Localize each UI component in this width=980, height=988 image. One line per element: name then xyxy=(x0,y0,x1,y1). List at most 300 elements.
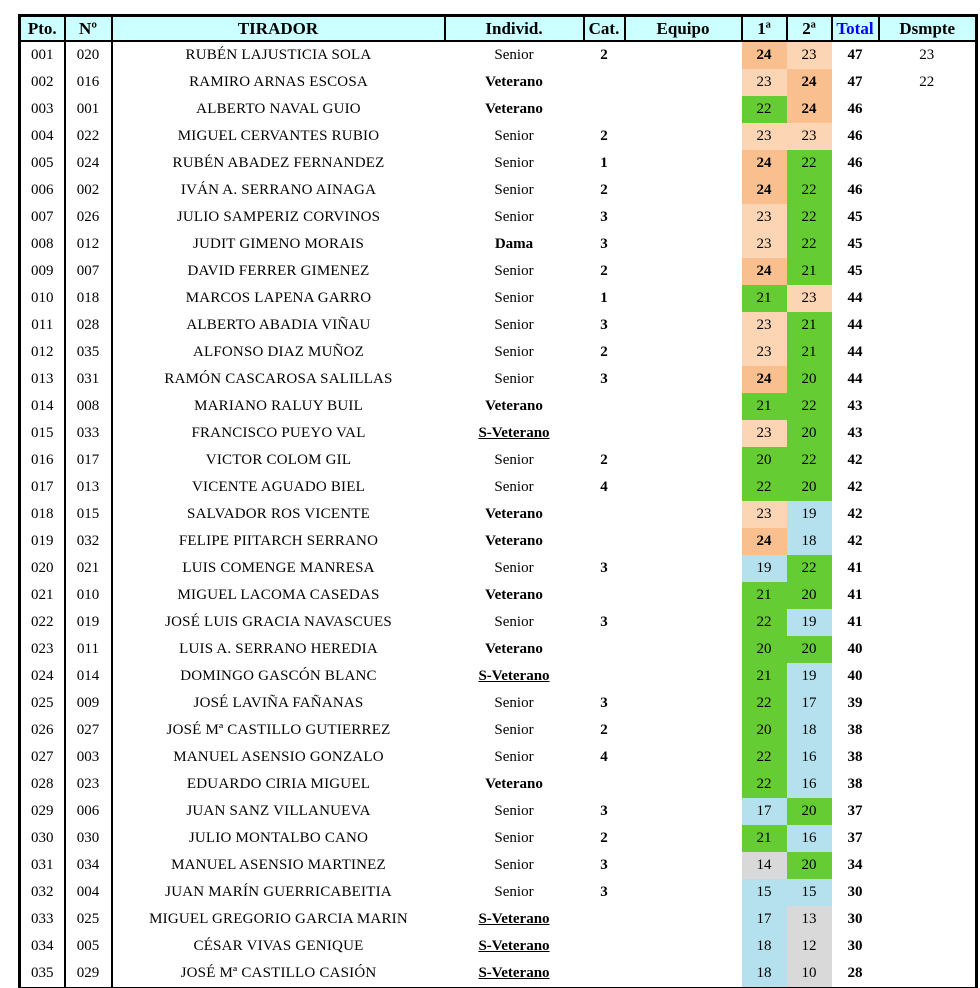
cell-position: 030 xyxy=(20,825,65,852)
cell-position: 016 xyxy=(20,447,65,474)
cell-round2-score: 24 xyxy=(787,69,832,96)
cell-round1-score: 21 xyxy=(742,825,787,852)
cell-category-number: 2 xyxy=(600,263,608,279)
cell-individual-category: Senior xyxy=(494,128,534,144)
cell-total-score: 41 xyxy=(847,587,863,603)
cell-round2-score: 20 xyxy=(787,366,832,393)
col-header-team: Equipo xyxy=(625,16,742,42)
cell-team xyxy=(625,771,742,798)
cell-tiebreak xyxy=(879,825,977,852)
cell-position: 018 xyxy=(20,501,65,528)
cell-tiebreak: 23 xyxy=(919,47,935,63)
cell-individual-category: Senior xyxy=(494,722,534,738)
cell-category-number: 3 xyxy=(600,614,608,630)
cell-total-score: 45 xyxy=(847,209,863,225)
cell-position: 013 xyxy=(20,366,65,393)
cell-round2-score: 22 xyxy=(787,447,832,474)
cell-round2-score: 20 xyxy=(787,636,832,663)
cell-round1-score: 24 xyxy=(742,177,787,204)
cell-tiebreak xyxy=(879,879,977,906)
cell-total-score: 39 xyxy=(847,695,863,711)
cell-individual-category: S-Veterano xyxy=(478,668,550,684)
cell-team xyxy=(625,879,742,906)
table-row xyxy=(20,690,977,717)
table-row xyxy=(20,582,977,609)
cell-individual-category: S-Veterano xyxy=(478,965,550,981)
table-row xyxy=(20,663,977,690)
cell-shooter-number: 004 xyxy=(65,879,112,906)
cell-shooter-number: 011 xyxy=(65,636,112,663)
cell-category-number xyxy=(584,933,625,960)
cell-position: 031 xyxy=(20,852,65,879)
cell-team xyxy=(625,798,742,825)
cell-shooter-name: FELIPE PIITARCH SERRANO xyxy=(178,533,379,549)
cell-round2-score: 15 xyxy=(787,879,832,906)
table-row xyxy=(20,312,977,339)
cell-round2-score: 20 xyxy=(787,582,832,609)
cell-round1-score: 22 xyxy=(742,474,787,501)
cell-individual-category: Veterano xyxy=(485,398,543,414)
cell-round2-score: 22 xyxy=(787,204,832,231)
cell-shooter-number: 025 xyxy=(65,906,112,933)
cell-tiebreak xyxy=(879,744,977,771)
table-row xyxy=(20,825,977,852)
cell-shooter-name: JUDIT GIMENO MORAIS xyxy=(192,236,365,252)
cell-round1-score: 19 xyxy=(742,555,787,582)
cell-category-number: 2 xyxy=(600,47,608,63)
cell-shooter-name: LUIS COMENGE MANRESA xyxy=(182,560,375,576)
table-row xyxy=(20,906,977,933)
cell-tiebreak xyxy=(879,447,977,474)
cell-round2-score: 19 xyxy=(787,501,832,528)
cell-team xyxy=(625,231,742,258)
cell-individual-category: Veterano xyxy=(485,587,543,603)
cell-round1-score: 18 xyxy=(742,960,787,988)
cell-individual-category: Senior xyxy=(494,857,534,873)
cell-position: 027 xyxy=(20,744,65,771)
cell-total-score: 41 xyxy=(847,614,863,630)
table-row xyxy=(20,177,977,204)
cell-position: 015 xyxy=(20,420,65,447)
cell-category-number: 4 xyxy=(600,749,608,765)
table-row xyxy=(20,204,977,231)
cell-total-score: 42 xyxy=(847,479,863,495)
cell-position: 005 xyxy=(20,150,65,177)
cell-round1-score: 22 xyxy=(742,690,787,717)
cell-shooter-name: JUAN MARÍN GUERRICABEITIA xyxy=(165,884,392,900)
cell-category-number xyxy=(584,663,625,690)
cell-shooter-number: 033 xyxy=(65,420,112,447)
cell-shooter-number: 003 xyxy=(65,744,112,771)
cell-total-score: 37 xyxy=(847,830,863,846)
table-row xyxy=(20,555,977,582)
table-body xyxy=(20,41,977,988)
cell-position: 014 xyxy=(20,393,65,420)
cell-total-score: 42 xyxy=(847,533,863,549)
cell-category-number: 3 xyxy=(600,695,608,711)
cell-shooter-name: RAMÓN CASCAROSA SALILLAS xyxy=(164,371,393,387)
cell-round2-score: 16 xyxy=(787,744,832,771)
cell-category-number xyxy=(584,528,625,555)
cell-team xyxy=(625,717,742,744)
cell-shooter-number: 031 xyxy=(65,366,112,393)
cell-shooter-number: 030 xyxy=(65,825,112,852)
cell-individual-category: Veterano xyxy=(485,641,543,657)
cell-individual-category: S-Veterano xyxy=(478,911,550,927)
cell-total-score: 46 xyxy=(847,128,863,144)
cell-shooter-number: 018 xyxy=(65,285,112,312)
cell-shooter-number: 002 xyxy=(65,177,112,204)
cell-position: 008 xyxy=(20,231,65,258)
cell-tiebreak xyxy=(879,393,977,420)
cell-shooter-number: 014 xyxy=(65,663,112,690)
cell-individual-category: Senior xyxy=(494,479,534,495)
cell-individual-category: Senior xyxy=(494,452,534,468)
cell-tiebreak xyxy=(879,582,977,609)
cell-tiebreak xyxy=(879,312,977,339)
cell-shooter-name: SALVADOR ROS VICENTE xyxy=(187,506,370,522)
cell-team xyxy=(625,96,742,123)
cell-shooter-name: JOSÉ Mª CASTILLO GUTIERREZ xyxy=(166,722,391,738)
cell-team xyxy=(625,69,742,96)
cell-total-score: 45 xyxy=(847,263,863,279)
cell-position: 019 xyxy=(20,528,65,555)
col-header-position: Pto. xyxy=(20,16,65,42)
cell-round1-score: 17 xyxy=(742,798,787,825)
cell-shooter-name: JOSÉ LAVIÑA FAÑANAS xyxy=(193,695,364,711)
cell-shooter-number: 022 xyxy=(65,123,112,150)
cell-total-score: 37 xyxy=(847,803,863,819)
cell-shooter-name: MIGUEL CERVANTES RUBIO xyxy=(177,128,380,144)
cell-category-number: 1 xyxy=(600,290,608,306)
cell-team xyxy=(625,933,742,960)
cell-round2-score: 21 xyxy=(787,339,832,366)
cell-round2-score: 22 xyxy=(787,177,832,204)
cell-shooter-name: MIGUEL LACOMA CASEDAS xyxy=(177,587,380,603)
cell-category-number: 3 xyxy=(600,317,608,333)
cell-shooter-name: VICENTE AGUADO BIEL xyxy=(192,479,365,495)
table-row xyxy=(20,420,977,447)
cell-tiebreak xyxy=(879,150,977,177)
cell-position: 020 xyxy=(20,555,65,582)
cell-category-number: 2 xyxy=(600,128,608,144)
cell-team xyxy=(625,123,742,150)
cell-shooter-name: MANUEL ASENSIO MARTINEZ xyxy=(171,857,386,873)
cell-individual-category: Senior xyxy=(494,371,534,387)
cell-position: 009 xyxy=(20,258,65,285)
table-row xyxy=(20,231,977,258)
cell-shooter-number: 024 xyxy=(65,150,112,177)
cell-tiebreak xyxy=(879,852,977,879)
cell-round1-score: 21 xyxy=(742,582,787,609)
cell-total-score: 43 xyxy=(847,425,863,441)
cell-team xyxy=(625,825,742,852)
cell-total-score: 46 xyxy=(847,101,863,117)
table-row xyxy=(20,744,977,771)
cell-team xyxy=(625,663,742,690)
cell-shooter-name: RAMIRO ARNAS ESCOSA xyxy=(189,74,368,90)
cell-total-score: 45 xyxy=(847,236,863,252)
cell-position: 007 xyxy=(20,204,65,231)
cell-shooter-number: 006 xyxy=(65,798,112,825)
cell-round1-score: 22 xyxy=(742,609,787,636)
cell-round1-score: 18 xyxy=(742,933,787,960)
table-row xyxy=(20,798,977,825)
cell-round2-score: 20 xyxy=(787,474,832,501)
shooting-results-table xyxy=(18,14,978,988)
cell-round1-score: 14 xyxy=(742,852,787,879)
table-row xyxy=(20,771,977,798)
cell-shooter-number: 029 xyxy=(65,960,112,988)
col-header-individual: Individ. xyxy=(445,16,584,42)
cell-team xyxy=(625,41,742,69)
cell-category-number: 4 xyxy=(600,479,608,495)
cell-shooter-number: 008 xyxy=(65,393,112,420)
cell-team xyxy=(625,960,742,988)
cell-shooter-name: DAVID FERRER GIMENEZ xyxy=(187,263,370,279)
table-row xyxy=(20,366,977,393)
cell-shooter-name: RUBÉN ABADEZ FERNANDEZ xyxy=(172,155,385,171)
cell-tiebreak xyxy=(879,690,977,717)
cell-round1-score: 22 xyxy=(742,744,787,771)
cell-shooter-name: CÉSAR VIVAS GENIQUE xyxy=(193,938,364,954)
cell-tiebreak xyxy=(879,609,977,636)
cell-tiebreak xyxy=(879,960,977,988)
col-header-category: Cat. xyxy=(584,16,625,42)
cell-category-number: 3 xyxy=(600,803,608,819)
cell-round1-score: 22 xyxy=(742,96,787,123)
cell-individual-category: Senior xyxy=(494,830,534,846)
cell-round2-score: 21 xyxy=(787,258,832,285)
cell-individual-category: Veterano xyxy=(485,101,543,117)
cell-shooter-name: MARIANO RALUY BUIL xyxy=(194,398,363,414)
cell-team xyxy=(625,393,742,420)
cell-total-score: 42 xyxy=(847,452,863,468)
cell-category-number: 3 xyxy=(600,560,608,576)
cell-shooter-number: 017 xyxy=(65,447,112,474)
cell-team xyxy=(625,366,742,393)
cell-total-score: 28 xyxy=(847,965,863,981)
cell-individual-category: Veterano xyxy=(485,74,543,90)
cell-total-score: 30 xyxy=(847,884,863,900)
cell-round2-score: 22 xyxy=(787,393,832,420)
cell-position: 025 xyxy=(20,690,65,717)
table-row xyxy=(20,717,977,744)
cell-shooter-name: LUIS A. SERRANO HEREDIA xyxy=(179,641,378,657)
cell-position: 003 xyxy=(20,96,65,123)
col-header-tiebreak: Dsmpte xyxy=(879,16,977,42)
cell-category-number xyxy=(584,501,625,528)
cell-round1-score: 23 xyxy=(742,204,787,231)
cell-round1-score: 24 xyxy=(742,366,787,393)
cell-category-number xyxy=(584,420,625,447)
cell-shooter-number: 009 xyxy=(65,690,112,717)
cell-tiebreak xyxy=(879,663,977,690)
cell-team xyxy=(625,636,742,663)
cell-round2-score: 18 xyxy=(787,528,832,555)
cell-shooter-number: 010 xyxy=(65,582,112,609)
cell-position: 010 xyxy=(20,285,65,312)
cell-position: 029 xyxy=(20,798,65,825)
table-row xyxy=(20,96,977,123)
cell-team xyxy=(625,150,742,177)
cell-category-number xyxy=(584,960,625,988)
cell-team xyxy=(625,609,742,636)
cell-individual-category: S-Veterano xyxy=(478,938,550,954)
cell-team xyxy=(625,582,742,609)
cell-shooter-number: 027 xyxy=(65,717,112,744)
cell-round1-score: 23 xyxy=(742,123,787,150)
col-header-shooter-name: TIRADOR xyxy=(112,16,445,42)
cell-individual-category: Senior xyxy=(494,182,534,198)
cell-round2-score: 23 xyxy=(787,41,832,69)
cell-tiebreak xyxy=(879,420,977,447)
cell-shooter-number: 032 xyxy=(65,528,112,555)
cell-individual-category: Senior xyxy=(494,884,534,900)
cell-round1-score: 24 xyxy=(742,528,787,555)
cell-shooter-number: 013 xyxy=(65,474,112,501)
cell-shooter-name: FRANCISCO PUEYO VAL xyxy=(191,425,366,441)
cell-shooter-number: 035 xyxy=(65,339,112,366)
cell-individual-category: Senior xyxy=(494,263,534,279)
cell-position: 021 xyxy=(20,582,65,609)
cell-category-number xyxy=(584,906,625,933)
cell-position: 023 xyxy=(20,636,65,663)
cell-team xyxy=(625,339,742,366)
cell-round2-score: 24 xyxy=(787,96,832,123)
cell-tiebreak xyxy=(879,636,977,663)
cell-round2-score: 21 xyxy=(787,312,832,339)
cell-individual-category: Senior xyxy=(494,695,534,711)
cell-round1-score: 23 xyxy=(742,312,787,339)
cell-category-number xyxy=(584,96,625,123)
cell-shooter-name: MANUEL ASENSIO GONZALO xyxy=(173,749,384,765)
cell-category-number: 1 xyxy=(600,155,608,171)
cell-category-number xyxy=(584,582,625,609)
cell-individual-category: Senior xyxy=(494,803,534,819)
cell-round2-score: 22 xyxy=(787,555,832,582)
cell-total-score: 38 xyxy=(847,722,863,738)
cell-position: 026 xyxy=(20,717,65,744)
cell-individual-category: Senior xyxy=(494,47,534,63)
table-row xyxy=(20,123,977,150)
cell-shooter-name: ALBERTO ABADIA VIÑAU xyxy=(186,317,371,333)
cell-team xyxy=(625,420,742,447)
cell-category-number: 3 xyxy=(600,884,608,900)
cell-round2-score: 17 xyxy=(787,690,832,717)
cell-team xyxy=(625,744,742,771)
cell-tiebreak xyxy=(879,177,977,204)
cell-team xyxy=(625,177,742,204)
cell-team xyxy=(625,447,742,474)
table-row xyxy=(20,69,977,96)
cell-shooter-name: ALBERTO NAVAL GUIO xyxy=(196,101,361,117)
cell-category-number xyxy=(584,393,625,420)
cell-team xyxy=(625,528,742,555)
cell-tiebreak: 22 xyxy=(919,74,935,90)
cell-shooter-number: 020 xyxy=(65,41,112,69)
cell-round2-score: 22 xyxy=(787,150,832,177)
cell-position: 024 xyxy=(20,663,65,690)
cell-tiebreak xyxy=(879,798,977,825)
cell-tiebreak xyxy=(879,906,977,933)
col-header-round1: 1ª xyxy=(742,16,787,42)
cell-total-score: 44 xyxy=(847,317,863,333)
cell-round2-score: 10 xyxy=(787,960,832,988)
table-row xyxy=(20,150,977,177)
table-row xyxy=(20,474,977,501)
table-row xyxy=(20,339,977,366)
cell-shooter-number: 001 xyxy=(65,96,112,123)
cell-individual-category: Dama xyxy=(494,236,534,252)
cell-individual-category: Senior xyxy=(494,344,534,360)
table-row xyxy=(20,852,977,879)
cell-shooter-number: 034 xyxy=(65,852,112,879)
cell-round2-score: 22 xyxy=(787,231,832,258)
cell-round1-score: 24 xyxy=(742,150,787,177)
cell-tiebreak xyxy=(879,501,977,528)
table-row xyxy=(20,41,977,69)
cell-round2-score: 16 xyxy=(787,825,832,852)
cell-team xyxy=(625,555,742,582)
cell-category-number xyxy=(584,771,625,798)
cell-round1-score: 20 xyxy=(742,636,787,663)
cell-team xyxy=(625,204,742,231)
cell-round1-score: 23 xyxy=(742,501,787,528)
cell-category-number: 2 xyxy=(600,452,608,468)
cell-round1-score: 23 xyxy=(742,339,787,366)
cell-tiebreak xyxy=(879,771,977,798)
cell-total-score: 46 xyxy=(847,182,863,198)
cell-round1-score: 23 xyxy=(742,231,787,258)
cell-round2-score: 18 xyxy=(787,717,832,744)
cell-round1-score: 17 xyxy=(742,906,787,933)
cell-shooter-name: RUBÉN LAJUSTICIA SOLA xyxy=(185,47,372,63)
cell-individual-category: Senior xyxy=(494,155,534,171)
cell-total-score: 38 xyxy=(847,749,863,765)
cell-total-score: 40 xyxy=(847,641,863,657)
cell-round2-score: 23 xyxy=(787,123,832,150)
cell-individual-category: Senior xyxy=(494,614,534,630)
cell-team xyxy=(625,906,742,933)
cell-round1-score: 21 xyxy=(742,285,787,312)
cell-position: 002 xyxy=(20,69,65,96)
cell-tiebreak xyxy=(879,717,977,744)
cell-round2-score: 20 xyxy=(787,420,832,447)
col-header-round2: 2ª xyxy=(787,16,832,42)
cell-total-score: 46 xyxy=(847,155,863,171)
cell-category-number: 2 xyxy=(600,182,608,198)
cell-position: 028 xyxy=(20,771,65,798)
cell-team xyxy=(625,501,742,528)
cell-category-number: 3 xyxy=(600,209,608,225)
cell-total-score: 44 xyxy=(847,371,863,387)
cell-round1-score: 24 xyxy=(742,258,787,285)
table-row xyxy=(20,960,977,988)
cell-individual-category: Veterano xyxy=(485,776,543,792)
table-row xyxy=(20,879,977,906)
table-row xyxy=(20,636,977,663)
cell-round1-score: 20 xyxy=(742,717,787,744)
cell-total-score: 34 xyxy=(847,857,863,873)
cell-shooter-name: JULIO MONTALBO CANO xyxy=(188,830,369,846)
cell-round1-score: 15 xyxy=(742,879,787,906)
cell-total-score: 43 xyxy=(847,398,863,414)
cell-category-number: 2 xyxy=(600,830,608,846)
cell-shooter-name: MARCOS LAPENA GARRO xyxy=(185,290,372,306)
cell-position: 035 xyxy=(20,960,65,988)
cell-tiebreak xyxy=(879,528,977,555)
